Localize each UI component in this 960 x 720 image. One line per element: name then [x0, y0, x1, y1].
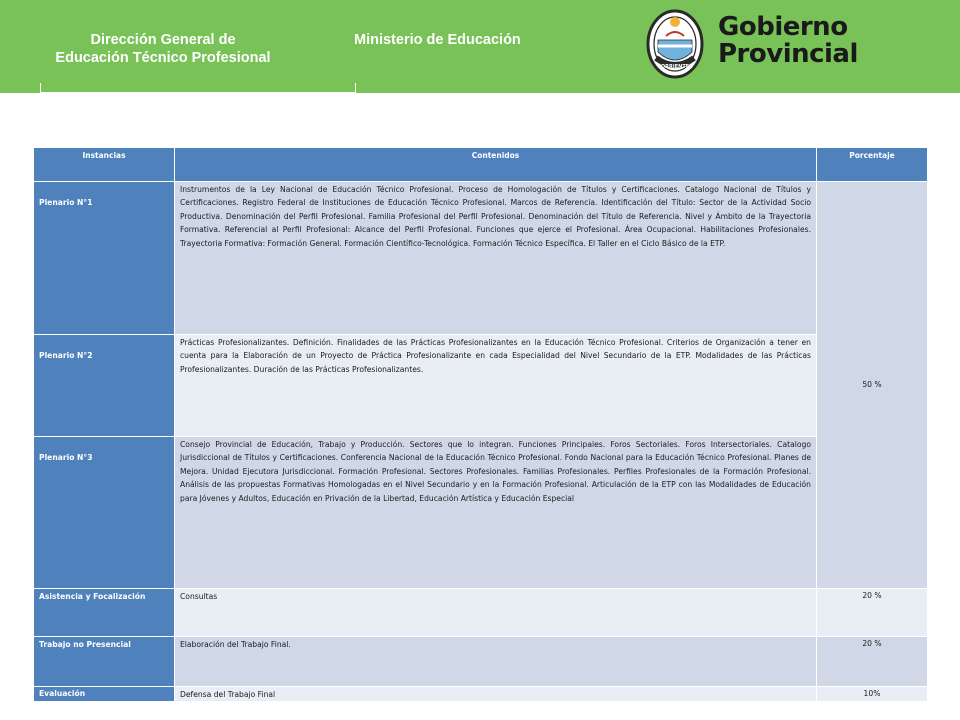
contenido-cell: Consejo Provincial de Educación, Trabajo y Producción. Sectores que lo integran. Funciones Principales. Foros Sectoriales. Foros Intersectoriales. Catalogo Jurisdiccional de Títulos y Certificaciones. Conferencia Nacional de la Educación Técnico Profesional. Fondo Nacional para la Educación Técnico Profesional. Planes de Mejora. Unidad Ejecutora Jurisdiccional. Formación Profesional. Sectores Profesionales. Familias Profesionales. Perfiles Profesionales de la Formación Profesional. Análisis de las propuestas Formativas Homologadas en el Nivel Secundario y en la Formación Profesional. Articulación de la ETP con las Modalidades de Educación para Jóvenes y Adultos, Educación en Privación de la Libertad, Educación Artística y Educación Especial: [175, 437, 817, 589]
table-row: [34, 589, 928, 637]
gobierno-provincial-wordmark: [718, 14, 858, 68]
header-divider: [40, 92, 356, 93]
logo-line2: Provincial: [718, 39, 858, 69]
contenido-cell: Defensa del Trabajo Final: [175, 687, 817, 702]
table-row: [34, 687, 928, 702]
contenido-cell: Consultas: [175, 589, 817, 637]
column-header-porcentaje: Porcentaje: [817, 148, 928, 182]
column-header-contenidos: Contenidos: [175, 148, 817, 182]
instancia-cell: Asistencia y Focalización: [34, 589, 175, 637]
instancia-cell: Plenario N°1: [34, 182, 175, 335]
instancia-cell: Plenario N°3: [34, 437, 175, 589]
contenido-cell: Instrumentos de la Ley Nacional de Educación Técnico Profesional. Proceso de Homologación de Títulos y Certificaciones. Catalogo Nacional de Títulos y Certificaciones. Registro Federal de Instituciones de Educación Técnico Profesional. Marcos de Referencia. Identificación del Título: Sector de la Actividad Socio Productiva. Denominación del Perfil Profesional. Familia Profesional del Perfil Profesional. Denominación del Título de Referencia. Nivel y Ámbito de la Trayectoria Formativa. Referencial al Perfil Profesional: Alcance del Perfil Profesional. Funciones que ejerce el Profesional. Área Ocupacional. Habilitaciones Profesionales. Trayectoria Formativa: Formación General. Formación Científico-Tecnológica. Formación Técnico Específica. El Taller en el Ciclo Básico de la ETP.: [175, 182, 817, 335]
header-banner: [0, 0, 960, 93]
left-title: [40, 31, 286, 67]
contenido-cell: Elaboración del Trabajo Final.: [175, 637, 817, 687]
left-title-line2: Educación Técnico Profesional: [55, 50, 271, 66]
porcentaje-cell: 20 %: [817, 589, 928, 637]
instancias-table: [33, 147, 928, 702]
center-title: Ministerio de Educación: [354, 32, 521, 48]
logo-line1: Gobierno: [718, 12, 848, 42]
table-row: [34, 335, 928, 437]
column-header-instancias: Instancias: [34, 148, 175, 182]
instancia-cell: Evaluación: [34, 687, 175, 702]
table-header-row: [34, 148, 928, 182]
porcentaje-cell: 10%: [817, 687, 928, 702]
porcentaje-cell: 50 %: [817, 182, 928, 589]
contenido-cell: Prácticas Profesionalizantes. Definición. Finalidades de las Prácticas Profesionalizantes en la Educación Técnico Profesional. Criterios de Organización a tener en cuenta para la Elaboración de un Proyecto de Práctica Profesionalizante en cada Especialidad del Nivel Secundario de la ETP. Modalidades de las Prácticas Profesionalizantes. Duración de las Prácticas Profesionalizantes.: [175, 335, 817, 437]
table-row: [34, 437, 928, 589]
seal-text: CORRIENTES: [657, 64, 693, 70]
left-title-line1: Dirección General de: [90, 32, 236, 48]
porcentaje-cell: 20 %: [817, 637, 928, 687]
coat-of-arms-icon: [644, 8, 714, 80]
instancia-cell: Plenario N°2: [34, 335, 175, 437]
table-row: [34, 182, 928, 335]
table-row: [34, 637, 928, 687]
instancia-cell: Trabajo no Presencial: [34, 637, 175, 687]
